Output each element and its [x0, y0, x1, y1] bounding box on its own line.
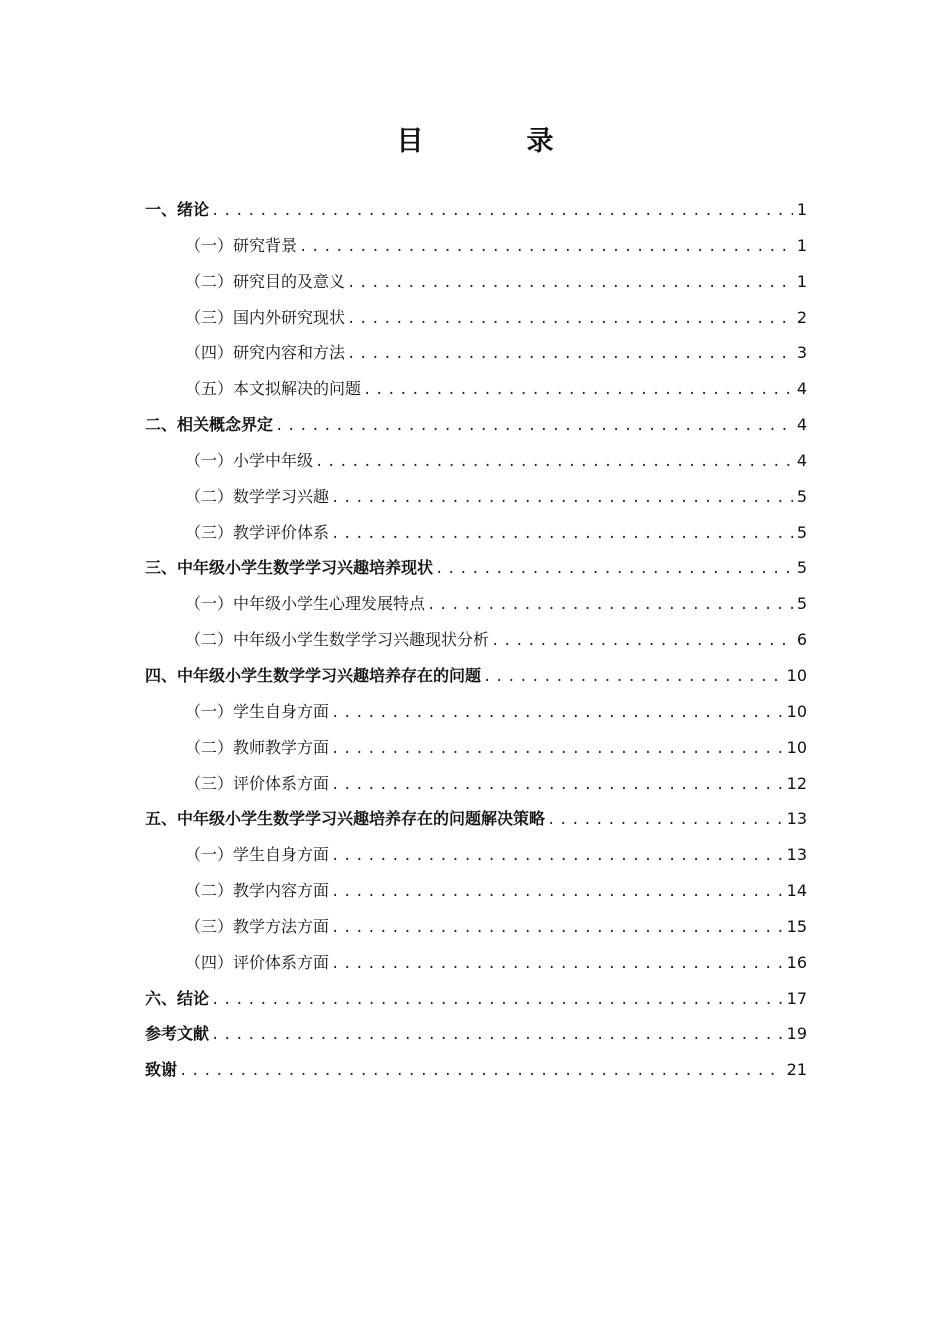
- toc-page-number: 2: [796, 307, 807, 327]
- toc-dot-leader: [331, 732, 783, 768]
- toc-page-number: 14: [786, 881, 807, 901]
- toc-page-number: 6: [796, 630, 807, 650]
- toc-section-entry[interactable]: [145, 300, 807, 336]
- toc-page-number: 17: [786, 988, 807, 1008]
- toc-page-number: 4: [796, 415, 807, 435]
- toc-section-entry[interactable]: [145, 371, 807, 407]
- toc-chapter-entry[interactable]: [145, 981, 807, 1017]
- toc-page-number: 1: [796, 271, 807, 291]
- toc-dot-leader: [211, 194, 793, 230]
- toc-dot-leader: [363, 373, 793, 409]
- toc-dot-leader: [491, 624, 793, 660]
- toc-page-number: 13: [786, 845, 807, 865]
- toc-page-number: 12: [786, 773, 807, 793]
- toc-dot-leader: [315, 445, 793, 481]
- toc-page-number: 10: [786, 665, 807, 685]
- toc-dot-leader: [347, 302, 793, 338]
- toc-entry-label: 六、结论: [145, 988, 210, 1008]
- toc-dot-leader: [211, 1018, 783, 1054]
- toc-entry-label: 一、绪论: [145, 200, 210, 219]
- toc-page-number: 19: [786, 1024, 807, 1044]
- toc-chapter-entry[interactable]: [145, 658, 807, 694]
- toc-entry-label: 四、中年级小学生数学学习兴趣培养存在的问题: [145, 665, 482, 685]
- toc-page-number: 13: [786, 809, 807, 829]
- toc-dot-leader: [211, 983, 783, 1019]
- toc-dot-leader: [331, 768, 783, 804]
- toc-page-number: 10: [786, 701, 807, 721]
- toc-dot-leader: [331, 911, 783, 947]
- toc-dot-leader: [331, 517, 793, 553]
- toc-page-number: 5: [796, 594, 807, 614]
- toc-page-number: 21: [786, 1060, 807, 1080]
- toc-dot-leader: [347, 266, 793, 302]
- toc-section-entry[interactable]: [145, 730, 807, 766]
- toc-page-number: 15: [786, 916, 807, 936]
- toc-entry-label: （二）研究目的及意义: [185, 271, 346, 291]
- toc-dot-leader: [331, 875, 783, 911]
- toc-chapter-entry[interactable]: [145, 192, 807, 228]
- toc-dot-leader: [435, 552, 793, 588]
- toc-dot-leader: [331, 839, 783, 875]
- toc-page-number: 16: [786, 952, 807, 972]
- toc-entry-label: （三）国内外研究现状: [185, 307, 346, 327]
- table-of-contents: [145, 192, 807, 1088]
- toc-dot-leader: [347, 337, 793, 373]
- toc-section-entry[interactable]: [145, 479, 807, 515]
- toc-page-number: 5: [796, 522, 807, 542]
- toc-chapter-entry[interactable]: [145, 407, 807, 443]
- toc-page-number: 3: [796, 343, 807, 363]
- toc-entry-label: （一）学生自身方面: [185, 701, 330, 721]
- toc-entry-label: 三、中年级小学生数学学习兴趣培养现状: [145, 558, 434, 578]
- toc-page-number: 1: [796, 200, 807, 219]
- toc-entry-label: （四）研究内容和方法: [185, 343, 346, 363]
- toc-section-entry[interactable]: [145, 694, 807, 730]
- toc-section-entry[interactable]: [145, 945, 807, 981]
- toc-page-number: 4: [796, 450, 807, 470]
- toc-section-entry[interactable]: [145, 837, 807, 873]
- toc-entry-label: （三）教学评价体系: [185, 522, 330, 542]
- toc-section-entry[interactable]: [145, 515, 807, 551]
- toc-section-entry[interactable]: [145, 586, 807, 622]
- toc-chapter-entry[interactable]: [145, 550, 807, 586]
- toc-section-entry[interactable]: [145, 228, 807, 264]
- toc-title: 目 录: [396, 126, 592, 157]
- toc-entry-label: （五）本文拟解决的问题: [185, 379, 362, 399]
- toc-dot-leader: [299, 230, 793, 266]
- toc-dot-leader: [427, 588, 793, 624]
- toc-entry-label: （一）研究背景: [185, 235, 298, 255]
- toc-section-entry[interactable]: [145, 873, 807, 909]
- toc-section-entry[interactable]: [145, 622, 807, 658]
- toc-page-number: 5: [796, 486, 807, 506]
- toc-entry-label: （二）数学学习兴趣: [185, 486, 330, 506]
- toc-chapter-entry[interactable]: [145, 1016, 807, 1052]
- toc-entry-label: 二、相关概念界定: [145, 415, 274, 435]
- toc-entry-label: （四）评价体系方面: [185, 952, 330, 972]
- toc-dot-leader: [275, 409, 793, 445]
- toc-dot-leader: [331, 947, 783, 983]
- toc-entry-label: （二）中年级小学生数学学习兴趣现状分析: [185, 630, 490, 650]
- toc-dot-leader: [331, 696, 783, 732]
- toc-entry-label: （一）学生自身方面: [185, 845, 330, 865]
- toc-dot-leader: [547, 803, 783, 839]
- toc-entry-label: （三）教学方法方面: [185, 916, 330, 936]
- toc-entry-label: 参考文献: [145, 1024, 210, 1044]
- toc-entry-label: （二）教师教学方面: [185, 737, 330, 757]
- toc-dot-leader: [179, 1054, 783, 1090]
- toc-entry-label: 致谢: [145, 1060, 178, 1080]
- toc-page-number: 5: [796, 558, 807, 578]
- toc-entry-label: （一）中年级小学生心理发展特点: [185, 594, 426, 614]
- toc-section-entry[interactable]: [145, 335, 807, 371]
- toc-entry-label: （一）小学中年级: [185, 450, 314, 470]
- toc-section-entry[interactable]: [145, 909, 807, 945]
- toc-entry-label: （二）教学内容方面: [185, 881, 330, 901]
- toc-page-number: 4: [796, 379, 807, 399]
- toc-section-entry[interactable]: [145, 443, 807, 479]
- toc-page-number: 1: [796, 235, 807, 255]
- toc-dot-leader: [331, 481, 793, 517]
- toc-page-number: 10: [786, 737, 807, 757]
- toc-dot-leader: [483, 660, 783, 696]
- toc-section-entry[interactable]: [145, 264, 807, 300]
- toc-entry-label: 五、中年级小学生数学学习兴趣培养存在的问题解决策略: [145, 809, 546, 829]
- toc-chapter-entry[interactable]: [145, 1052, 807, 1088]
- toc-chapter-entry[interactable]: [145, 801, 807, 837]
- toc-entry-label: （三）评价体系方面: [185, 773, 330, 793]
- toc-section-entry[interactable]: [145, 766, 807, 802]
